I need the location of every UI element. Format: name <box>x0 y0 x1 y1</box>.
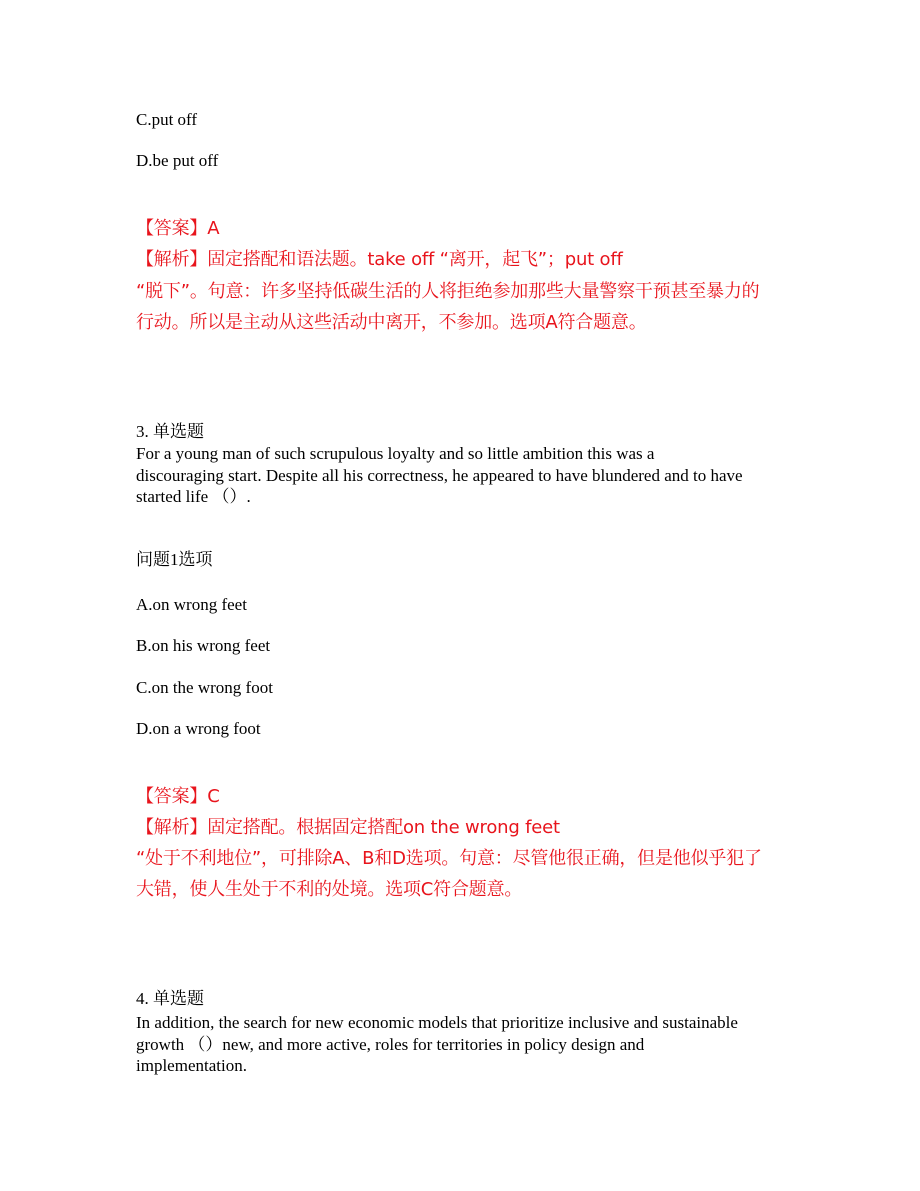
question-heading: 4. 单选题 <box>136 989 204 1008</box>
stem-line: discouraging start. Despite all his correctness, he appeared to have blundered and to have <box>136 465 743 485</box>
option-c: C.on the wrong foot <box>136 678 273 697</box>
answer-label: 【答案】C <box>136 786 220 807</box>
option-d: D.be put off <box>136 151 219 170</box>
analysis-line: “脱下”。句意：许多坚持低碳生活的人将拒绝参加那些大量警察干预甚至暴力的 <box>136 281 760 302</box>
option-c: C.put off <box>136 110 198 129</box>
option-d: D.on a wrong foot <box>136 719 261 738</box>
question-stem <box>136 443 796 508</box>
options-label: 问题1选项 <box>136 550 213 569</box>
stem-line: started life （）. <box>136 487 251 506</box>
analysis-line: 行动。所以是主动从这些活动中离开，不参加。选项A符合题意。 <box>136 312 647 333</box>
analysis-line: “处于不利地位”，可排除A、B和D选项。句意：尽管他很正确，但是他似乎犯了 <box>136 848 762 869</box>
question-stem <box>136 1012 796 1077</box>
analysis-line: 【解析】固定搭配和语法题。take off “离开，起飞”；put off <box>136 249 623 270</box>
stem-line: growth （）new, and more active, roles for territories in policy design and <box>136 1034 645 1054</box>
question-heading: 3. 单选题 <box>136 422 204 441</box>
stem-line: implementation. <box>136 1056 247 1075</box>
stem-line: For a young man of such scrupulous loyalty and so little ambition this was a <box>136 444 655 463</box>
answer-label: 【答案】A <box>136 218 220 239</box>
analysis-line: 【解析】固定搭配。根据固定搭配on the wrong feet <box>136 817 560 838</box>
analysis-line: 大错，使人生处于不利的处境。选项C符合题意。 <box>136 879 523 900</box>
option-a: A.on wrong feet <box>136 595 247 614</box>
stem-line: In addition, the search for new economic models that prioritize inclusive and sustainable <box>136 1013 738 1032</box>
option-b: B.on his wrong feet <box>136 636 271 655</box>
